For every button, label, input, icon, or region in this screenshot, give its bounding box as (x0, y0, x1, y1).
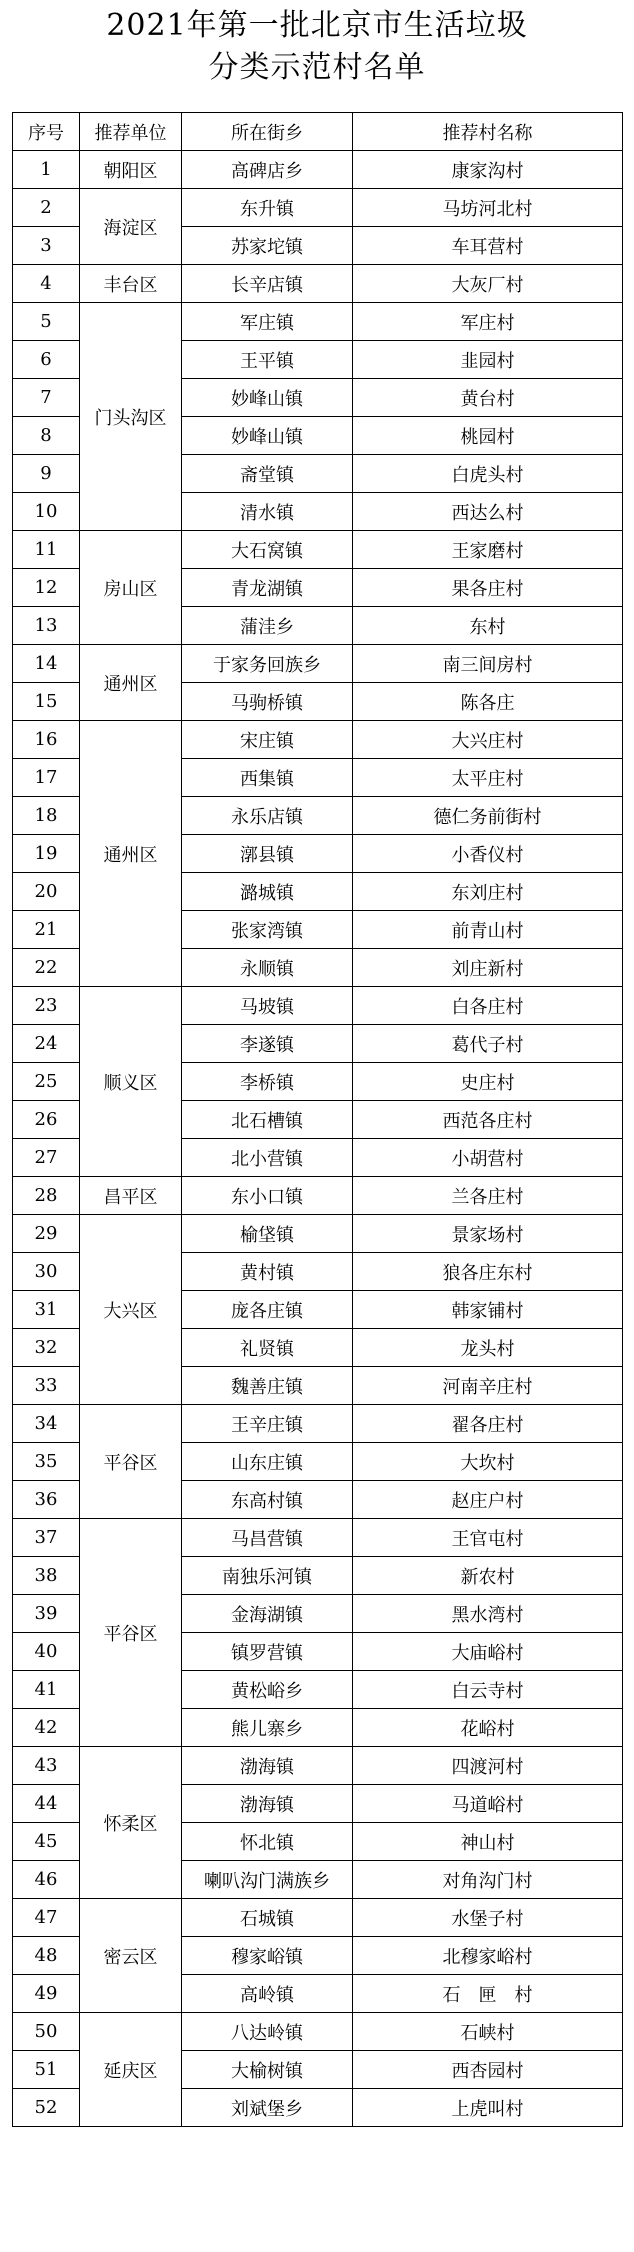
cell-village: 新农村 (353, 1557, 623, 1595)
table-row (13, 531, 623, 569)
cell-street: 穆家峪镇 (182, 1937, 353, 1975)
header-seq: 序号 (13, 113, 80, 151)
village-list-table (12, 112, 623, 2127)
cell-street: 北小营镇 (182, 1139, 353, 1177)
cell-unit: 顺义区 (80, 987, 182, 1177)
cell-seq: 3 (13, 227, 80, 265)
cell-street: 苏家坨镇 (182, 227, 353, 265)
cell-street: 斋堂镇 (182, 455, 353, 493)
cell-street: 南独乐河镇 (182, 1557, 353, 1595)
cell-village: 大坎村 (353, 1443, 623, 1481)
cell-unit: 通州区 (80, 645, 182, 721)
cell-seq: 43 (13, 1747, 80, 1785)
cell-street: 青龙湖镇 (182, 569, 353, 607)
cell-seq: 36 (13, 1481, 80, 1519)
cell-seq: 16 (13, 721, 80, 759)
cell-seq: 49 (13, 1975, 80, 2013)
cell-seq: 18 (13, 797, 80, 835)
table-row (13, 721, 623, 759)
cell-street: 宋庄镇 (182, 721, 353, 759)
cell-seq: 4 (13, 265, 80, 303)
cell-village: 石峡村 (353, 2013, 623, 2051)
cell-seq: 20 (13, 873, 80, 911)
cell-village: 石 匣 村 (353, 1975, 623, 2013)
cell-seq: 22 (13, 949, 80, 987)
cell-street: 魏善庄镇 (182, 1367, 353, 1405)
cell-street: 金海湖镇 (182, 1595, 353, 1633)
cell-street: 长辛店镇 (182, 265, 353, 303)
cell-village: 龙头村 (353, 1329, 623, 1367)
cell-seq: 26 (13, 1101, 80, 1139)
cell-seq: 39 (13, 1595, 80, 1633)
cell-village: 东村 (353, 607, 623, 645)
cell-street: 渤海镇 (182, 1785, 353, 1823)
table-row (13, 265, 623, 303)
cell-unit: 怀柔区 (80, 1747, 182, 1899)
cell-street: 潞城镇 (182, 873, 353, 911)
cell-seq: 37 (13, 1519, 80, 1557)
cell-seq: 32 (13, 1329, 80, 1367)
cell-village: 兰各庄村 (353, 1177, 623, 1215)
table-row (13, 1747, 623, 1785)
cell-village: 王家磨村 (353, 531, 623, 569)
header-row (13, 113, 623, 151)
cell-street: 熊儿寨乡 (182, 1709, 353, 1747)
cell-village: 桃园村 (353, 417, 623, 455)
cell-street: 永乐店镇 (182, 797, 353, 835)
cell-seq: 21 (13, 911, 80, 949)
cell-village: 韭园村 (353, 341, 623, 379)
cell-village: 南三间房村 (353, 645, 623, 683)
cell-unit: 通州区 (80, 721, 182, 987)
table-row (13, 151, 623, 189)
cell-seq: 30 (13, 1253, 80, 1291)
cell-village: 康家沟村 (353, 151, 623, 189)
cell-unit: 朝阳区 (80, 151, 182, 189)
cell-street: 清水镇 (182, 493, 353, 531)
cell-village: 西范各庄村 (353, 1101, 623, 1139)
cell-seq: 10 (13, 493, 80, 531)
cell-village: 小香仪村 (353, 835, 623, 873)
cell-seq: 35 (13, 1443, 80, 1481)
cell-street: 马驹桥镇 (182, 683, 353, 721)
cell-seq: 38 (13, 1557, 80, 1595)
cell-seq: 5 (13, 303, 80, 341)
cell-unit: 延庆区 (80, 2013, 182, 2127)
cell-unit: 密云区 (80, 1899, 182, 2013)
cell-seq: 9 (13, 455, 80, 493)
cell-street: 东高村镇 (182, 1481, 353, 1519)
cell-village: 前青山村 (353, 911, 623, 949)
cell-seq: 2 (13, 189, 80, 227)
cell-unit: 大兴区 (80, 1215, 182, 1405)
cell-street: 榆垡镇 (182, 1215, 353, 1253)
cell-village: 东刘庄村 (353, 873, 623, 911)
cell-street: 军庄镇 (182, 303, 353, 341)
cell-village: 太平庄村 (353, 759, 623, 797)
cell-unit: 门头沟区 (80, 303, 182, 531)
cell-village: 车耳营村 (353, 227, 623, 265)
table-row (13, 1177, 623, 1215)
cell-village: 马道峪村 (353, 1785, 623, 1823)
cell-street: 大榆树镇 (182, 2051, 353, 2089)
cell-street: 八达岭镇 (182, 2013, 353, 2051)
cell-seq: 14 (13, 645, 80, 683)
cell-street: 张家湾镇 (182, 911, 353, 949)
cell-village: 小胡营村 (353, 1139, 623, 1177)
cell-street: 于家务回族乡 (182, 645, 353, 683)
cell-village: 北穆家峪村 (353, 1937, 623, 1975)
cell-village: 上虎叫村 (353, 2089, 623, 2127)
cell-street: 山东庄镇 (182, 1443, 353, 1481)
cell-street: 渤海镇 (182, 1747, 353, 1785)
table-row (13, 2013, 623, 2051)
cell-seq: 11 (13, 531, 80, 569)
table-row (13, 1215, 623, 1253)
cell-street: 妙峰山镇 (182, 417, 353, 455)
header-village: 推荐村名称 (353, 113, 623, 151)
cell-village: 翟各庄村 (353, 1405, 623, 1443)
header-unit: 推荐单位 (80, 113, 182, 151)
cell-village: 白云寺村 (353, 1671, 623, 1709)
cell-village: 德仁务前街村 (353, 797, 623, 835)
cell-village: 陈各庄 (353, 683, 623, 721)
cell-village: 四渡河村 (353, 1747, 623, 1785)
cell-unit: 平谷区 (80, 1405, 182, 1519)
cell-village: 赵庄户村 (353, 1481, 623, 1519)
table-row (13, 189, 623, 227)
cell-street: 东小口镇 (182, 1177, 353, 1215)
cell-street: 王辛庄镇 (182, 1405, 353, 1443)
title-line-1: 2021年第一批北京市生活垃圾 (106, 8, 528, 43)
table-row (13, 1899, 623, 1937)
cell-seq: 25 (13, 1063, 80, 1101)
cell-seq: 15 (13, 683, 80, 721)
cell-street: 镇罗营镇 (182, 1633, 353, 1671)
cell-seq: 51 (13, 2051, 80, 2089)
cell-street: 妙峰山镇 (182, 379, 353, 417)
table-row (13, 1405, 623, 1443)
cell-seq: 48 (13, 1937, 80, 1975)
cell-village: 马坊河北村 (353, 189, 623, 227)
header-street: 所在街乡 (182, 113, 353, 151)
cell-street: 李遂镇 (182, 1025, 353, 1063)
cell-seq: 47 (13, 1899, 80, 1937)
cell-street: 刘斌堡乡 (182, 2089, 353, 2127)
cell-seq: 24 (13, 1025, 80, 1063)
cell-seq: 12 (13, 569, 80, 607)
cell-street: 石城镇 (182, 1899, 353, 1937)
cell-seq: 45 (13, 1823, 80, 1861)
cell-seq: 52 (13, 2089, 80, 2127)
cell-village: 韩家铺村 (353, 1291, 623, 1329)
cell-seq: 41 (13, 1671, 80, 1709)
cell-seq: 29 (13, 1215, 80, 1253)
cell-village: 水堡子村 (353, 1899, 623, 1937)
cell-village: 白虎头村 (353, 455, 623, 493)
cell-street: 李桥镇 (182, 1063, 353, 1101)
cell-village: 花峪村 (353, 1709, 623, 1747)
cell-seq: 13 (13, 607, 80, 645)
cell-unit: 海淀区 (80, 189, 182, 265)
cell-village: 对角沟门村 (353, 1861, 623, 1899)
cell-street: 礼贤镇 (182, 1329, 353, 1367)
cell-village: 军庄村 (353, 303, 623, 341)
cell-unit: 丰台区 (80, 265, 182, 303)
cell-unit: 房山区 (80, 531, 182, 645)
cell-seq: 6 (13, 341, 80, 379)
table-row (13, 987, 623, 1025)
cell-village: 黑水湾村 (353, 1595, 623, 1633)
cell-seq: 31 (13, 1291, 80, 1329)
cell-street: 大石窝镇 (182, 531, 353, 569)
cell-seq: 19 (13, 835, 80, 873)
table-row (13, 1519, 623, 1557)
cell-seq: 17 (13, 759, 80, 797)
cell-street: 黄松峪乡 (182, 1671, 353, 1709)
cell-seq: 44 (13, 1785, 80, 1823)
title-line-2: 分类示范村名单 (208, 50, 426, 85)
cell-seq: 23 (13, 987, 80, 1025)
cell-village: 史庄村 (353, 1063, 623, 1101)
cell-village: 刘庄新村 (353, 949, 623, 987)
cell-street: 漷县镇 (182, 835, 353, 873)
cell-village: 黄台村 (353, 379, 623, 417)
cell-village: 大灰厂村 (353, 265, 623, 303)
cell-street: 黄村镇 (182, 1253, 353, 1291)
cell-street: 马坡镇 (182, 987, 353, 1025)
cell-seq: 8 (13, 417, 80, 455)
cell-seq: 7 (13, 379, 80, 417)
cell-street: 北石槽镇 (182, 1101, 353, 1139)
cell-street: 高碑店乡 (182, 151, 353, 189)
cell-village: 狼各庄东村 (353, 1253, 623, 1291)
cell-unit: 平谷区 (80, 1519, 182, 1747)
cell-street: 马昌营镇 (182, 1519, 353, 1557)
cell-village: 大庙峪村 (353, 1633, 623, 1671)
cell-seq: 40 (13, 1633, 80, 1671)
cell-street: 喇叭沟门满族乡 (182, 1861, 353, 1899)
cell-village: 葛代子村 (353, 1025, 623, 1063)
cell-village: 王官屯村 (353, 1519, 623, 1557)
cell-street: 高岭镇 (182, 1975, 353, 2013)
cell-village: 神山村 (353, 1823, 623, 1861)
table-row (13, 645, 623, 683)
cell-seq: 34 (13, 1405, 80, 1443)
cell-street: 怀北镇 (182, 1823, 353, 1861)
cell-seq: 1 (13, 151, 80, 189)
cell-unit: 昌平区 (80, 1177, 182, 1215)
cell-village: 景家场村 (353, 1215, 623, 1253)
cell-seq: 50 (13, 2013, 80, 2051)
cell-street: 蒲洼乡 (182, 607, 353, 645)
table-row (13, 303, 623, 341)
cell-street: 东升镇 (182, 189, 353, 227)
cell-seq: 42 (13, 1709, 80, 1747)
cell-seq: 46 (13, 1861, 80, 1899)
cell-street: 永顺镇 (182, 949, 353, 987)
cell-street: 王平镇 (182, 341, 353, 379)
cell-village: 白各庄村 (353, 987, 623, 1025)
cell-seq: 28 (13, 1177, 80, 1215)
cell-village: 河南辛庄村 (353, 1367, 623, 1405)
cell-village: 西达么村 (353, 493, 623, 531)
cell-village: 果各庄村 (353, 569, 623, 607)
cell-seq: 27 (13, 1139, 80, 1177)
cell-village: 西杏园村 (353, 2051, 623, 2089)
cell-street: 庞各庄镇 (182, 1291, 353, 1329)
cell-seq: 33 (13, 1367, 80, 1405)
cell-village: 大兴庄村 (353, 721, 623, 759)
cell-street: 西集镇 (182, 759, 353, 797)
